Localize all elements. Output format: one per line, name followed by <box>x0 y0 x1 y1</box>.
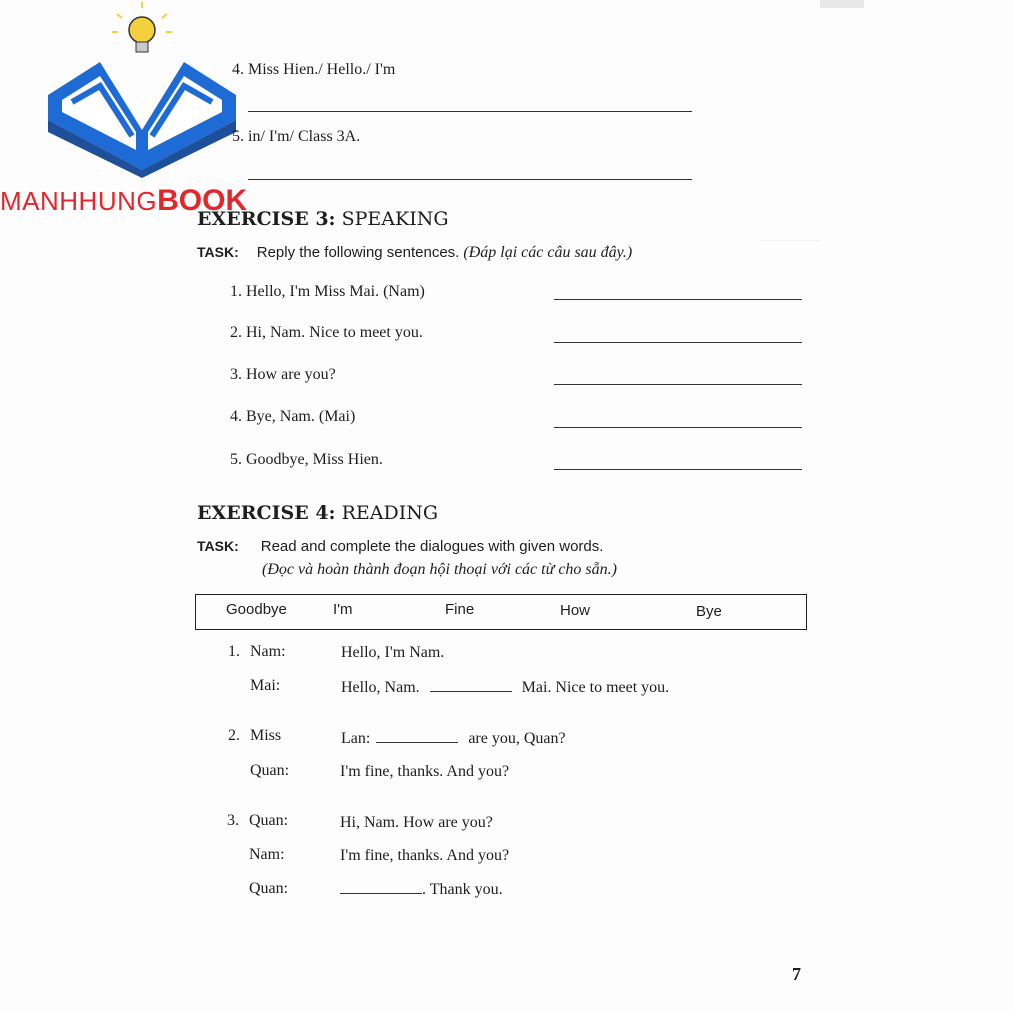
exercise-4-task <box>197 538 603 556</box>
dialogue-line: Hi, Nam. How are you? <box>340 814 493 831</box>
ex3-answer-line[interactable] <box>554 427 802 428</box>
word-bank-word: Fine <box>445 601 475 618</box>
exercise-4-number: EXERCISE 4: <box>197 502 336 524</box>
exercise-3-task-label: TASK: <box>197 244 239 260</box>
dialogue-speaker: Quan: <box>249 812 289 829</box>
exercise-3-number: EXERCISE 3: <box>197 208 336 230</box>
word-bank-box <box>195 594 807 630</box>
exercise-4-task-translation: (Đọc và hoàn thành đoạn hội thoại với các từ cho sẵn.) <box>262 561 617 578</box>
dialogue-speaker: Mai: <box>250 677 281 694</box>
word-bank-word: Goodbye <box>226 601 287 618</box>
ex2-item-4 <box>232 61 395 79</box>
exercise-3-heading <box>197 208 449 230</box>
dialogue-line-before: Lan: <box>341 730 371 747</box>
ex3-item: 2. Hi, Nam. Nice to meet you. <box>230 324 423 341</box>
lightbulb-icon <box>112 2 172 52</box>
dialogue-line: I'm fine, thanks. And you? <box>340 763 510 780</box>
ex2-item-4-answer-line[interactable] <box>248 111 692 112</box>
ex3-answer-line[interactable] <box>554 469 802 470</box>
word-bank-word: Bye <box>696 603 722 620</box>
dialogue-2-number: 2. <box>228 727 240 744</box>
brand-logo <box>0 0 300 220</box>
ex3-item: 3. How are you? <box>230 366 336 383</box>
dialogue-speaker: Quan: <box>250 762 290 779</box>
open-book-icon <box>40 0 250 180</box>
ex2-item-5-answer-line[interactable] <box>248 179 692 180</box>
exercise-4-title: READING <box>341 502 439 524</box>
dialogue-line <box>341 730 566 748</box>
ex2-item-5-number: 5. <box>232 128 244 145</box>
dialogue-line-before: Hello, Nam. <box>341 679 420 696</box>
ex3-answer-line[interactable] <box>554 299 802 300</box>
ex3-item: 1. Hello, I'm Miss Mai. (Nam) <box>230 283 425 300</box>
dialogue-3-number: 3. <box>227 812 239 829</box>
dialogue-speaker: Quan: <box>249 880 289 897</box>
page-corner-shadow <box>820 0 864 8</box>
dialogue-line: Hello, I'm Nam. <box>341 644 445 661</box>
ex3-answer-line[interactable] <box>554 384 802 385</box>
word-bank-word: I'm <box>333 601 353 618</box>
dialogue-line-after: . Thank you. <box>422 881 503 898</box>
dialogue-1-number: 1. <box>228 643 240 660</box>
dialogue-line-after: are you, Quan? <box>468 730 566 747</box>
ex2-item-4-text: Miss Hien./ Hello./ I'm <box>248 61 396 78</box>
ex2-item-5 <box>232 128 360 146</box>
page-number: 7 <box>792 964 801 984</box>
exercise-3-task-translation: (Đáp lại các câu sau đây.) <box>463 244 633 261</box>
exercise-4-task-text: Read and complete the dialogues with given words. <box>260 538 604 555</box>
dialogue-line <box>340 881 503 899</box>
dialogue-line-after: Mai. Nice to meet you. <box>521 679 670 696</box>
dialogue-speaker: Nam: <box>249 846 285 863</box>
exercise-3-task-text: Reply the following sentences. <box>256 244 460 261</box>
dialogue-line <box>341 679 669 697</box>
dialogue-blank[interactable] <box>430 690 512 692</box>
brand-name-part2: BOOK <box>157 184 248 217</box>
dialogue-speaker: Nam: <box>250 643 286 660</box>
ex2-item-4-number: 4. <box>232 61 244 78</box>
dialogue-line: I'm fine, thanks. And you? <box>340 847 510 864</box>
ex3-item: 4. Bye, Nam. (Mai) <box>230 408 356 425</box>
ex3-item: 5. Goodbye, Miss Hien. <box>230 451 383 468</box>
bleed-through-area <box>560 60 820 320</box>
dialogue-blank[interactable] <box>376 741 458 743</box>
exercise-3-task <box>197 244 632 262</box>
exercise-4-heading <box>197 502 438 524</box>
ex2-item-5-text: in/ I'm/ Class 3A. <box>248 128 361 145</box>
dialogue-speaker: Miss <box>250 727 282 744</box>
dialogue-blank[interactable] <box>340 892 422 894</box>
exercise-3-title: SPEAKING <box>341 208 449 230</box>
brand-name-part1: MANHHUNG <box>0 186 158 216</box>
word-bank-word: How <box>560 602 591 619</box>
ex3-answer-line[interactable] <box>554 342 802 343</box>
exercise-4-task-label: TASK: <box>197 538 239 554</box>
